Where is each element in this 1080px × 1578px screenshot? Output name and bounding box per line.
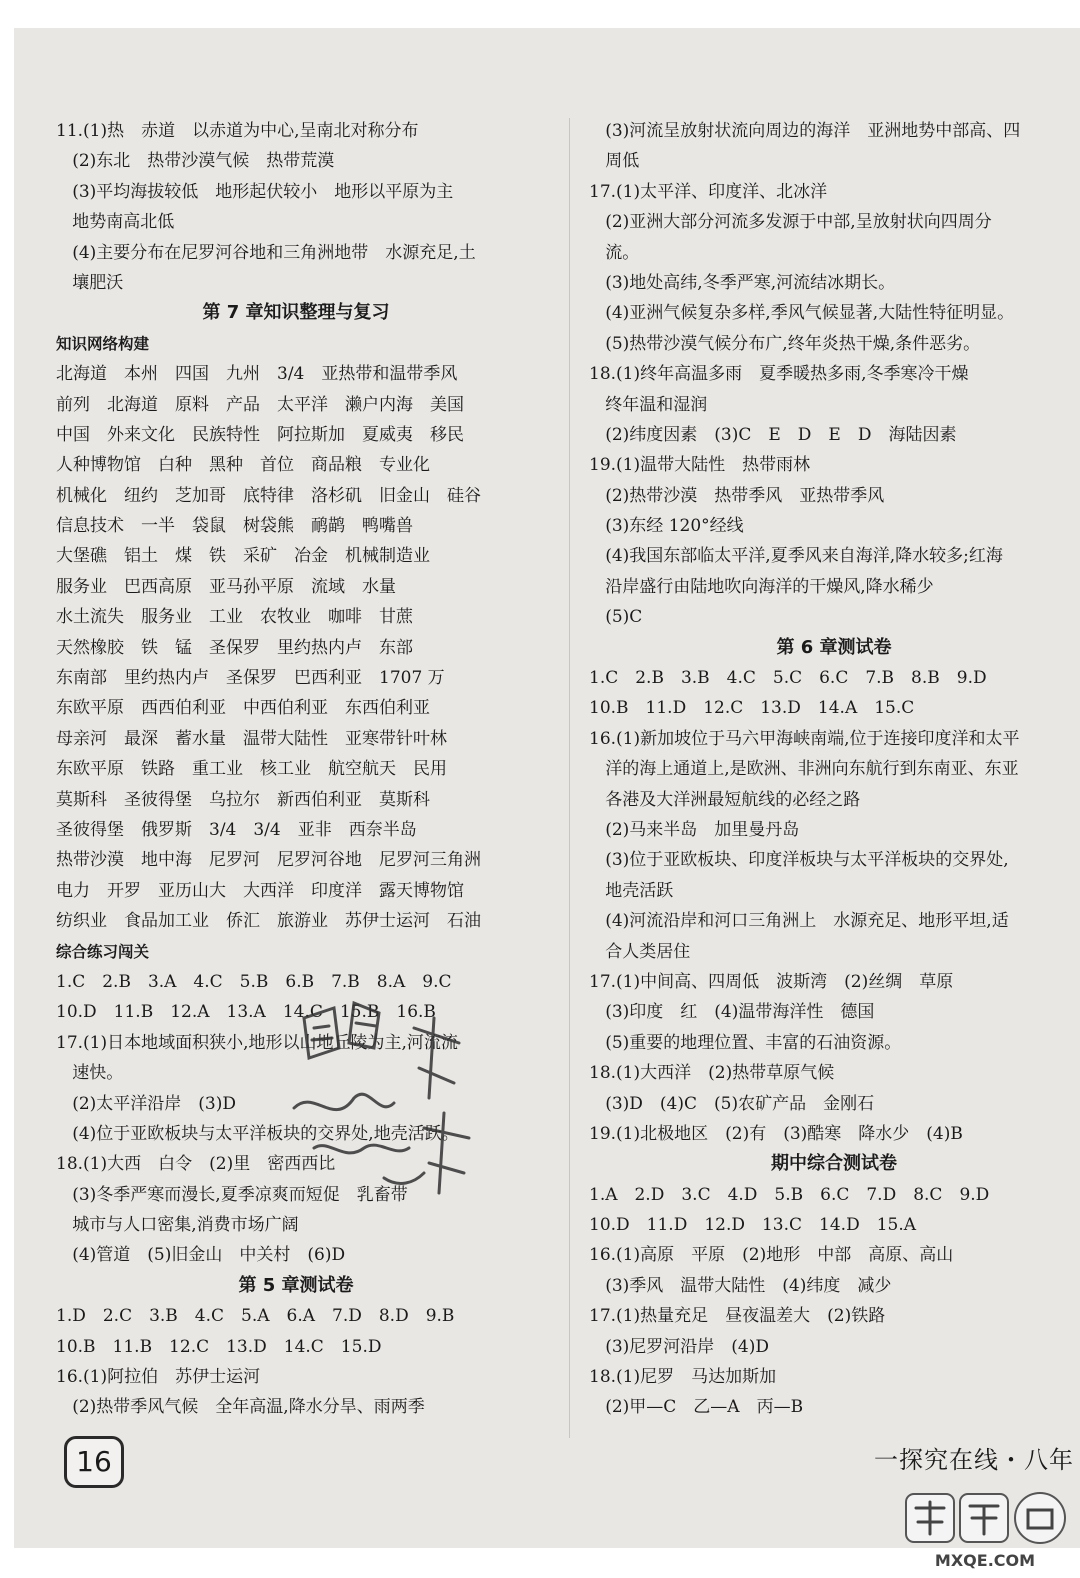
answer-line: (3)地处高纬,冬季严寒,河流结冰期长。	[589, 272, 896, 293]
answer-line: 东欧平原 铁路 重工业 核工业 航空航天 民用	[56, 759, 447, 780]
book-page	[14, 28, 1080, 1548]
answer-line: 流。	[589, 242, 640, 263]
answer-line: 信息技术 一半 袋鼠 树袋熊 鸸鹋 鸭嘴兽	[56, 516, 413, 537]
subsection-heading: 综合练习闯关	[56, 942, 150, 961]
answer-line: (3)印度 红 (4)温带海洋性 德国	[589, 1002, 875, 1023]
answer-line: 1.C 2.B 3.A 4.C 5.B 6.B 7.B 8.A 9.C	[56, 971, 452, 992]
answer-line: 17.(1)中间高、四周低 波斯湾 (2)丝绸 草原	[589, 971, 954, 992]
answer-line: 各港及大洋洲最短航线的必经之路	[589, 789, 861, 810]
answer-line: (4)主要分布在尼罗河谷地和三角洲地带 水源充足,土	[56, 242, 476, 263]
answer-line: 19.(1)北极地区 (2)有 (3)酷寒 降水少 (4)B	[589, 1123, 963, 1144]
answer-line: 人种博物馆 白种 黑种 首位 商品粮 专业化	[56, 455, 430, 476]
answer-line: (3)尼罗河沿岸 (4)D	[589, 1336, 770, 1357]
answer-line: 1.D 2.C 3.B 4.C 5.A 6.A 7.D 8.D 9.B	[56, 1306, 455, 1327]
answer-line: 终年温和湿润	[589, 394, 708, 415]
right-column	[589, 116, 1079, 1423]
answer-line: (4)位于亚欧板块与太平洋板块的交界处,地壳活跃。	[56, 1123, 459, 1144]
answer-line: (3)平均海拔较低 地形起伏较小 地形以平原为主	[56, 181, 454, 202]
answer-line: 周低	[589, 151, 640, 172]
answer-line: 17.(1)太平洋、印度洋、北冰洋	[589, 181, 828, 202]
section-title: 第 5 章测试卷	[238, 1274, 354, 1296]
answer-line: 前列 北海道 原料 产品 太平洋 濑户内海 美国	[56, 394, 464, 415]
answer-line: 10.D 11.D 12.D 13.C 14.D 15.A	[589, 1215, 917, 1236]
answer-line: (4)河流沿岸和河口三角洲上 水源充足、地形平坦,适	[589, 911, 1009, 932]
answer-line: 16.(1)阿拉伯 苏伊士运河	[56, 1367, 261, 1388]
answer-line: (3)东经 120°经线	[589, 516, 744, 537]
answer-line: (2)热带沙漠 热带季风 亚热带季风	[589, 485, 885, 506]
answer-line: 北海道 本州 四国 九州 3/4 亚热带和温带季风	[56, 364, 458, 385]
answer-line: (2)马来半岛 加里曼丹岛	[589, 819, 800, 840]
section-title: 期中综合测试卷	[771, 1153, 897, 1175]
page-number: 16	[64, 1436, 124, 1488]
answer-line: 东南部 里约热内卢 圣保罗 巴西利亚 1707 万	[56, 668, 445, 689]
answer-line: (2)东北 热带沙漠气候 热带荒漠	[56, 151, 335, 172]
answer-line: (3)冬季严寒而漫长,夏季凉爽而短促 乳畜带	[56, 1184, 408, 1205]
answer-line: 机械化 纽约 芝加哥 底特律 洛杉矶 旧金山 硅谷	[56, 485, 481, 506]
answer-line: 19.(1)温带大陆性 热带雨林	[589, 455, 811, 476]
answer-line: 合人类居住	[589, 941, 691, 962]
answer-line: 10.D 11.B 12.A 13.A 14.C 15.B 16.B	[56, 1002, 436, 1023]
answer-line: 17.(1)热量充足 昼夜温差大 (2)铁路	[589, 1306, 886, 1327]
answer-line: 圣彼得堡 俄罗斯 3/4 3/4 亚非 西奈半岛	[56, 819, 417, 840]
answer-line: 16.(1)新加坡位于马六甲海峡南端,位于连接印度洋和太平	[589, 728, 1020, 749]
handwritten-stamp-icon	[284, 988, 484, 1208]
answer-line: 18.(1)大西洋 (2)热带草原气候	[589, 1063, 835, 1084]
answer-line: (3)河流呈放射状流向周边的海洋 亚洲地势中部高、四	[589, 121, 1021, 141]
answer-line: (4)我国东部临太平洋,夏季风来自海洋,降水较多;红海	[589, 546, 1003, 567]
answer-line: 水土流失 服务业 工业 农牧业 咖啡 甘蔗	[56, 607, 413, 628]
answer-line: 沿岸盛行由陆地吹向海洋的干燥风,降水稀少	[589, 576, 934, 597]
answer-line: 莫斯科 圣彼得堡 乌拉尔 新西伯利亚 莫斯科	[56, 789, 430, 810]
answer-line: 服务业 巴西高原 亚马孙平原 流域 水量	[56, 576, 396, 597]
answer-line: 18.(1)大西 白令 (2)里 密西西比	[56, 1154, 336, 1175]
answer-line: 东欧平原 西西伯利亚 中西伯利亚 东西伯利亚	[56, 698, 430, 719]
answer-line: 大堡礁 铝土 煤 铁 采矿 冶金 机械制造业	[56, 546, 430, 567]
answer-line: 18.(1)终年高温多雨 夏季暖热多雨,冬季寒冷干燥	[589, 364, 969, 385]
subsection-heading: 知识网络构建	[56, 334, 150, 353]
answer-line: (5)热带沙漠气候分布广,终年炎热干燥,条件恶劣。	[589, 333, 981, 354]
answer-line: (3)季风 温带大陆性 (4)纬度 减少	[589, 1275, 892, 1296]
answer-line: 纺织业 食品加工业 侨汇 旅游业 苏伊士运河 石油	[56, 911, 481, 932]
answer-line: 1.A 2.D 3.C 4.D 5.B 6.C 7.D 8.C 9.D	[589, 1184, 990, 1205]
answer-line: 速快。	[56, 1063, 124, 1084]
answer-line: 地势南高北低	[56, 212, 175, 233]
watermark-logo-icon	[900, 1488, 1070, 1574]
svg-text:MXQE.COM: MXQE.COM	[934, 1551, 1036, 1570]
answer-line: 地壳活跃	[589, 880, 674, 901]
answer-line: (2)太平洋沿岸 (3)D	[56, 1093, 237, 1114]
answer-line: 16.(1)高原 平原 (2)地形 中部 高原、高山	[589, 1245, 954, 1266]
answer-line: 10.B 11.D 12.C 13.D 14.A 15.C	[589, 698, 915, 719]
answer-line: (5)重要的地理位置、丰富的石油资源。	[589, 1032, 902, 1053]
answer-line: 电力 开罗 亚历山大 大西洋 印度洋 露天博物馆	[56, 880, 464, 901]
answer-line: (4)管道 (5)旧金山 中关村 (6)D	[56, 1245, 346, 1266]
answer-line: 中国 外来文化 民族特性 阿拉斯加 夏威夷 移民	[56, 424, 464, 445]
answer-line: 壤肥沃	[56, 272, 124, 293]
answer-line: (2)纬度因素 (3)C E D E D 海陆因素	[589, 424, 957, 445]
answer-line: 1.C 2.B 3.B 4.C 5.C 6.C 7.B 8.B 9.D	[589, 668, 987, 689]
column-divider	[569, 118, 570, 1438]
answer-line: (4)亚洲气候复杂多样,季风气候显著,大陆性特征明显。	[589, 303, 1015, 324]
answer-line: 洋的海上通道上,是欧洲、非洲向东航行到东南亚、东亚	[589, 759, 1019, 780]
answer-line: (3)位于亚欧板块、印度洋板块与太平洋板块的交界处,	[589, 850, 1009, 871]
answer-line: 10.B 11.B 12.C 13.D 14.C 15.D	[56, 1336, 382, 1357]
answer-line: 18.(1)尼罗 马达加斯加	[589, 1367, 777, 1388]
answer-line: 城市与人口密集,消费市场广阔	[56, 1215, 299, 1236]
answer-line: 17.(1)日本地域面积狭小,地形以山地丘陵为主,河流流	[56, 1032, 458, 1053]
answer-line: (2)甲—C 乙—A 丙—B	[589, 1397, 804, 1418]
answer-line: 热带沙漠 地中海 尼罗河 尼罗河谷地 尼罗河三角洲	[56, 850, 481, 871]
left-column	[56, 116, 536, 1423]
answer-line: 11.(1)热 赤道 以赤道为中心,呈南北对称分布	[56, 121, 419, 141]
answer-line: (3)D (4)C (5)农矿产品 金刚石	[589, 1093, 875, 1114]
section-title: 第 7 章知识整理与复习	[202, 302, 390, 324]
section-title: 第 6 章测试卷	[776, 636, 892, 658]
answer-line: 天然橡胶 铁 锰 圣保罗 里约热内卢 东部	[56, 637, 413, 658]
answer-line: (2)亚洲大部分河流多发源于中部,呈放射状向四周分	[589, 212, 992, 233]
answer-line: (5)C	[589, 607, 643, 628]
book-title: 一探究在线・八年	[874, 1446, 1074, 1474]
answer-line: 母亲河 最深 蓄水量 温带大陆性 亚寒带针叶林	[56, 728, 447, 749]
answer-line: (2)热带季风气候 全年高温,降水分旱、雨两季	[56, 1397, 425, 1418]
